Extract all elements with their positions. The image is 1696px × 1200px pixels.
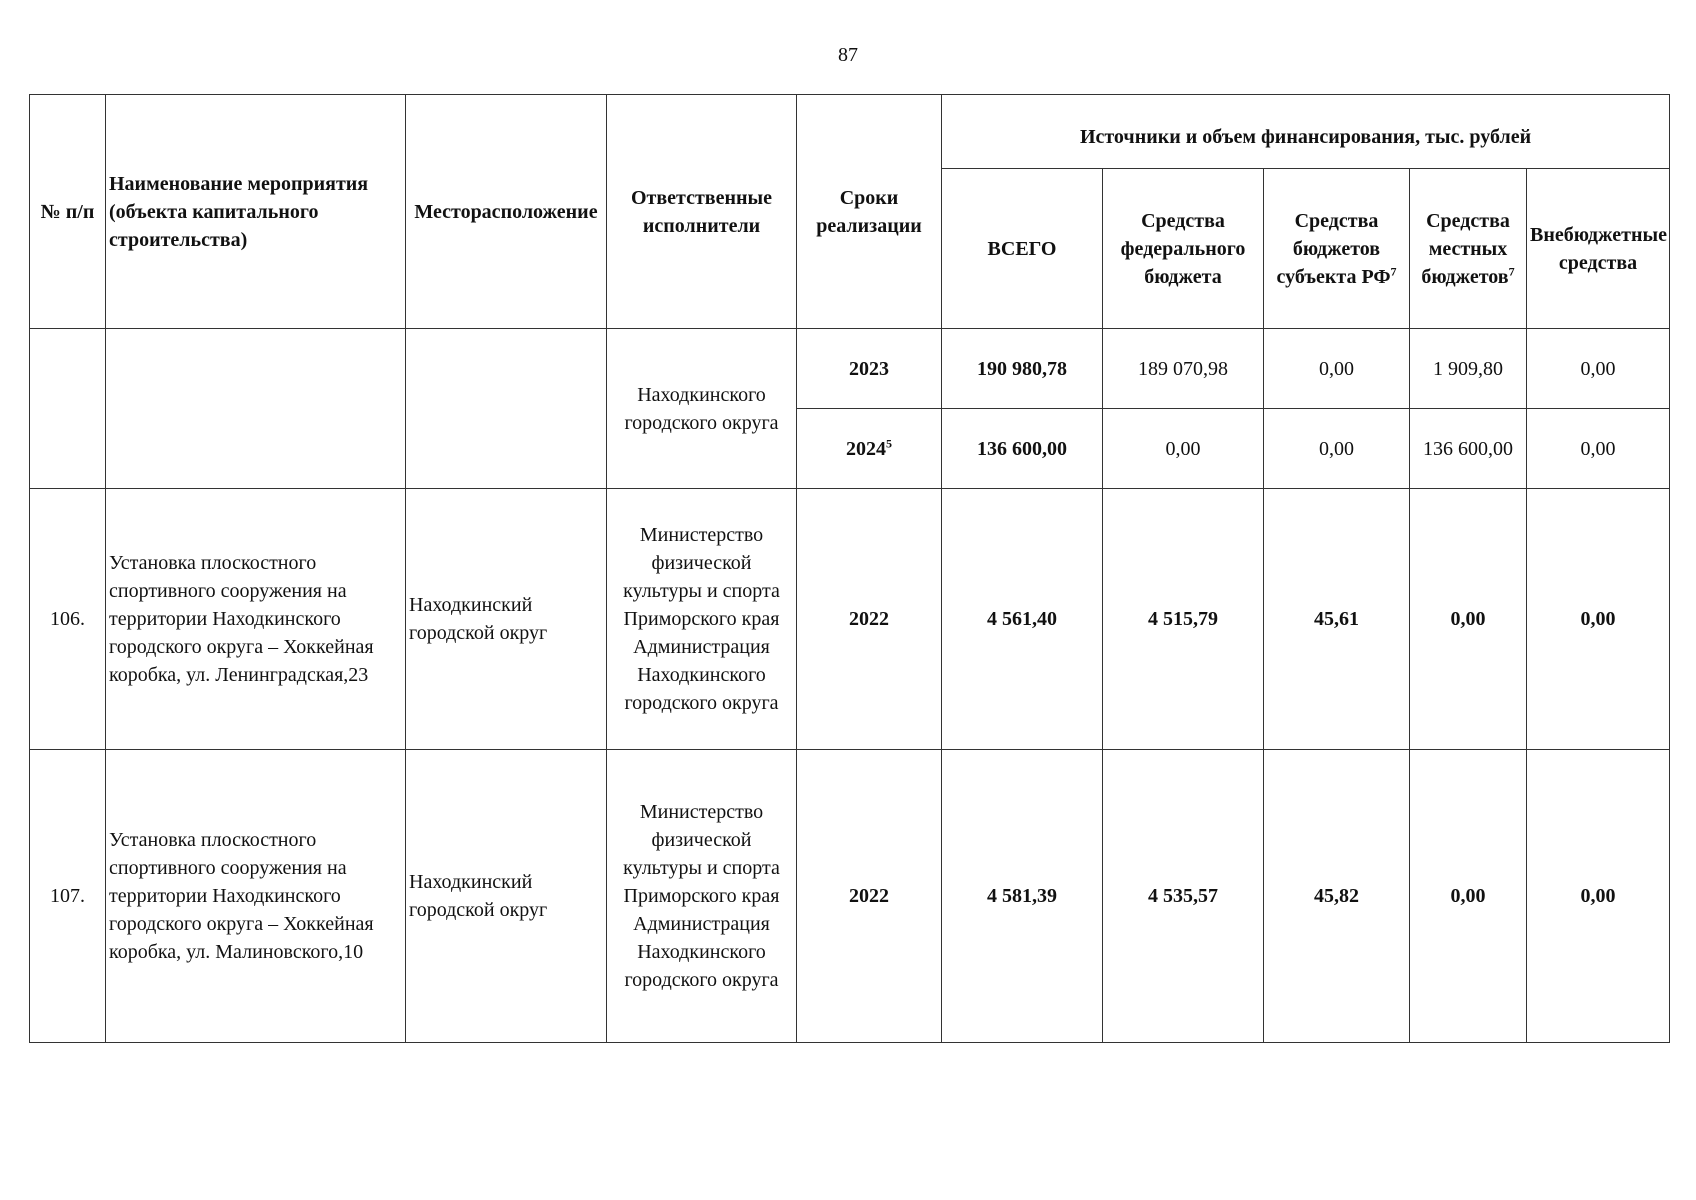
header-local-text: Средства местных бюджетов [1421,209,1510,288]
row-subject: 45,82 [1264,750,1410,1043]
row-name: Установка плоскостного спортивного сооружения на территории Находкинского городского округа – Хоккейная коробка, ул. Малиновского,10 [106,750,406,1043]
header-extra: Внебюджетные средства [1527,169,1670,329]
table-row [30,489,1670,750]
funding-table [29,94,1670,1043]
row-year: 2022 [797,750,942,1043]
cont-federal: 189 070,98 [1103,329,1264,409]
row-num: 106. [30,489,106,750]
row-responsible: Министерство физической культуры и спорта Приморского края Администрация Находкинского городского округа [607,489,797,750]
header-responsible: Ответственные исполнители [607,95,797,329]
cont-total: 190 980,78 [942,329,1103,409]
cont-total: 136 600,00 [942,409,1103,489]
header-subject [1264,169,1410,329]
row-num: 107. [30,750,106,1043]
row-total: 4 561,40 [942,489,1103,750]
row-federal: 4 515,79 [1103,489,1264,750]
header-funding: Источники и объем финансирования, тыс. рублей [942,95,1670,169]
header-num: № п/п [30,95,106,329]
header-local [1410,169,1527,329]
cont-year [797,409,942,489]
cont-year: 2023 [797,329,942,409]
row-extra: 0,00 [1527,750,1670,1043]
header-terms: Сроки реализации [797,95,942,329]
cont-num-cell [30,329,106,489]
cont-responsible: Находкинского городского округа [607,329,797,489]
header-location: Месторасположение [406,95,607,329]
row-local: 0,00 [1410,750,1527,1043]
table-row [30,750,1670,1043]
cont-federal: 0,00 [1103,409,1264,489]
header-subject-footnote: 7 [1390,263,1397,278]
header-local-footnote: 7 [1508,263,1515,278]
row-responsible: Министерство физической культуры и спорта Приморского края Администрация Находкинского городского округа [607,750,797,1043]
row-name: Установка плоскостного спортивного сооружения на территории Находкинского городского округа – Хоккейная коробка, ул. Ленинградская,23 [106,489,406,750]
cont-extra: 0,00 [1527,329,1670,409]
table-row [30,329,1670,409]
cont-year-text: 2024 [846,437,886,460]
cont-location-cell [406,329,607,489]
row-local: 0,00 [1410,489,1527,750]
cont-local: 1 909,80 [1410,329,1527,409]
header-subject-text: Средства бюджетов субъекта РФ [1276,209,1391,288]
cont-extra: 0,00 [1527,409,1670,489]
row-location: Находкинский городской округ [406,489,607,750]
row-total: 4 581,39 [942,750,1103,1043]
row-federal: 4 535,57 [1103,750,1264,1043]
page-number: 87 [838,44,858,66]
cont-year-footnote: 5 [886,435,892,450]
cont-name-cell [106,329,406,489]
cont-local: 136 600,00 [1410,409,1527,489]
cont-subject: 0,00 [1264,409,1410,489]
row-extra: 0,00 [1527,489,1670,750]
row-year: 2022 [797,489,942,750]
row-subject: 45,61 [1264,489,1410,750]
header-federal: Средства федерального бюджета [1103,169,1264,329]
header-total: ВСЕГО [942,169,1103,329]
header-name: Наименование мероприятия (объекта капитального строительства) [106,95,406,329]
cont-subject: 0,00 [1264,329,1410,409]
row-location: Находкинский городской округ [406,750,607,1043]
